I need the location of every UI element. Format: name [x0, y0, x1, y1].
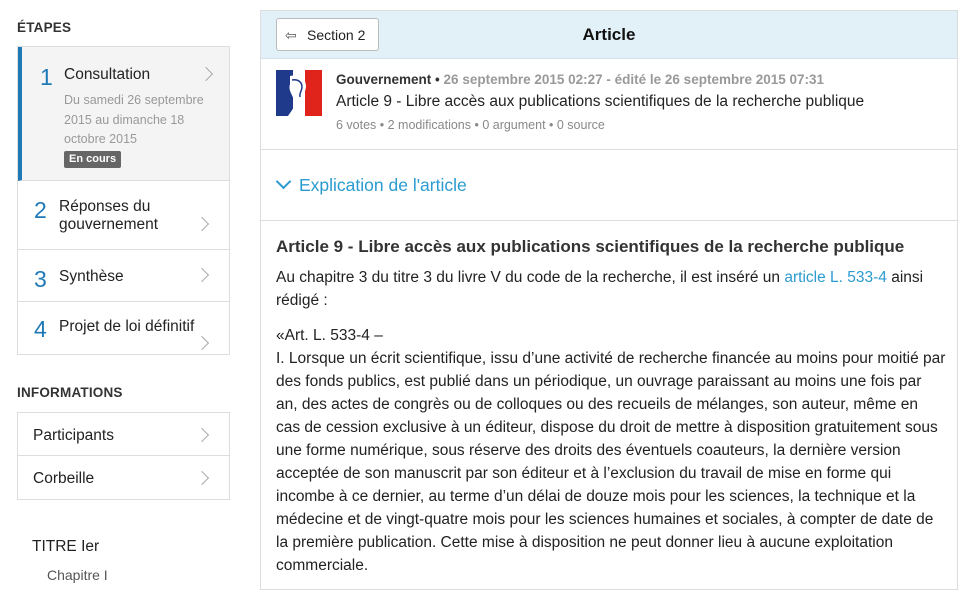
chevron-right-icon	[195, 471, 209, 485]
article-link[interactable]: article L. 533-4	[784, 269, 887, 286]
chevron-right-icon	[195, 428, 209, 442]
step-reponses[interactable]	[18, 181, 229, 250]
article-panel	[260, 10, 958, 590]
avatar	[276, 70, 322, 116]
step-synthese[interactable]	[18, 250, 229, 302]
timestamp: 26 septembre 2015 02:27 - édité le 26 septembre 2015 07:31	[443, 72, 825, 87]
info-item-label: Participants	[33, 427, 114, 444]
info-item-corbeille[interactable]	[18, 456, 229, 499]
article-reference: «Art. L. 533-4 –	[276, 327, 383, 344]
step-number: 3	[34, 266, 47, 292]
article-paragraph: I. Lorsque un écrit scientifique, issu d’une activité de recherche financée au moins pour moitié par des fonds publics, est publié dans un périodique, un ouvrage paraissant au moins une fois par an, des actes de congrès ou de colloques ou des recueils de mélanges, son auteur, même en cas de cession exclusive à un éditeur, dispose du droit de mettre à disposition gratuitement sous une forme numérique, sous réserve des droits des éventuels coauteurs, la dernière version acceptée de son manuscrit par son éditeur et à l’exclusion du travail de mise en forme qui incombe à ce dernier, au terme d’un délai de douze mois pour les sciences, la technique et la médecine et de vingt-quatre mois pour les sciences humaines et sociales, à compter de date de la première publication. Cette mise à disposition ne peut donner lieu à aucune exploitation commerciale.	[276, 350, 946, 574]
step-number: 4	[34, 316, 47, 342]
informations-heading: INFORMATIONS	[17, 385, 123, 400]
intro-text: Au chapitre 3 du titre 3 du livre V du code de la recherche, il est inséré un	[276, 269, 785, 286]
separator: •	[435, 72, 440, 87]
step-title: Consultation	[64, 66, 151, 83]
chevron-down-icon	[276, 174, 292, 190]
titre-link[interactable]: TITRE Ier	[32, 538, 100, 555]
page-title: Article	[582, 25, 636, 44]
chapitre-link[interactable]: Chapitre I	[47, 567, 108, 583]
explication-label: Explication de l'article	[299, 175, 467, 195]
article-stats: 6 votes • 2 modifications • 0 argument • 0 source	[336, 118, 605, 132]
info-item-participants[interactable]	[18, 413, 229, 456]
step-dates: Du samedi 26 septembre 2015 au dimanche 18 octobre 2015	[64, 93, 204, 146]
article-header	[261, 11, 957, 59]
step-number: 2	[34, 197, 47, 223]
article-body	[276, 237, 946, 577]
article-meta	[261, 60, 957, 150]
informations-list	[17, 412, 230, 500]
step-consultation[interactable]	[18, 47, 229, 181]
chevron-right-icon	[195, 336, 209, 350]
info-item-label: Corbeille	[33, 470, 95, 487]
step-projet-loi[interactable]	[18, 302, 229, 354]
intro-text-end: ainsi rédigé :	[276, 269, 924, 309]
intro-paragraph	[276, 266, 946, 312]
step-title: Projet de loi définitif	[59, 318, 195, 335]
explication-toggle[interactable]	[261, 151, 957, 221]
step-number: 1	[40, 64, 53, 90]
steps-list	[17, 46, 230, 355]
status-badge: En cours	[64, 151, 121, 168]
article-title[interactable]: Article 9 - Libre accès aux publications scientifiques de la recherche publique	[336, 93, 865, 110]
author-name[interactable]: Gouvernement	[336, 72, 432, 87]
marianne-logo-icon	[276, 70, 322, 116]
arrow-left-icon: ⇦	[285, 27, 297, 43]
article-body-heading: Article 9 - Libre accès aux publications scientifiques de la recherche publique	[276, 237, 905, 256]
author-line	[336, 72, 824, 87]
step-title: Synthèse	[59, 268, 124, 285]
etapes-heading: ÉTAPES	[17, 20, 72, 35]
back-button-label: Section 2	[307, 27, 366, 43]
step-title: Réponses du gouvernement	[59, 198, 159, 233]
